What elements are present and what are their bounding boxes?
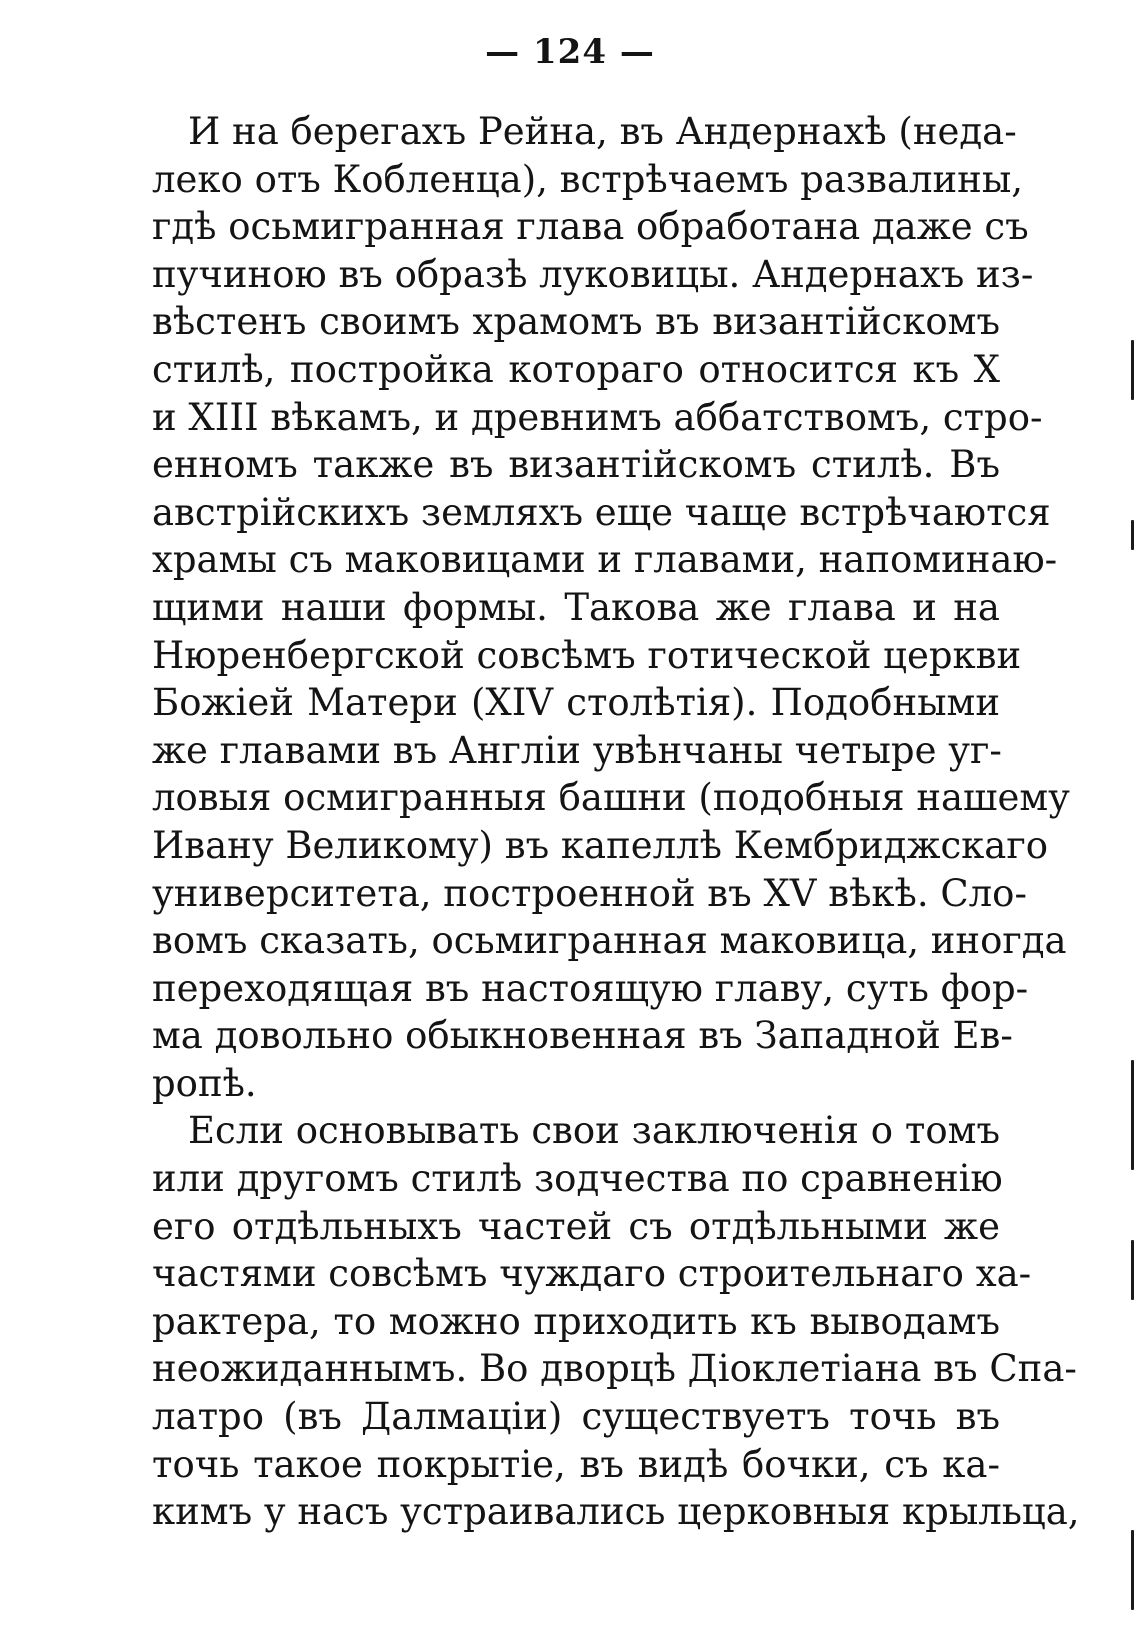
text-line: Ивану Великому) въ капеллѣ Кембриджскаго — [152, 823, 1049, 867]
text-line: храмы съ маковицами и главами, напоминаю- — [152, 538, 1058, 582]
scan-edge-mark — [1131, 1060, 1134, 1170]
text-line: стилѣ, постройка котораго относится къ X — [152, 347, 1000, 391]
scan-edge-mark — [1131, 520, 1134, 550]
body-text — [152, 108, 1080, 1536]
text-line: гдѣ осьмигранная глава обработана даже съ — [152, 205, 1029, 249]
paragraph — [152, 108, 1070, 1107]
text-line: или другомъ стилѣ зодчества по сравненію — [152, 1157, 1003, 1201]
text-line: точь такое покрытіе, въ видѣ бочки, съ ка- — [152, 1442, 1000, 1486]
text-line: латро (въ Далмаціи) существуетъ точь въ — [152, 1395, 1000, 1439]
text-line: его отдѣльныхъ частей съ отдѣльными же — [152, 1204, 1000, 1248]
paragraph — [152, 1107, 1080, 1535]
text-line: и XIII вѣкамъ, и древнимъ аббатствомъ, стро- — [152, 395, 1043, 439]
page-number: — 124 — — [485, 32, 655, 72]
scan-edge-mark — [1131, 1530, 1134, 1610]
text-line: рактера, то можно приходить къ выводамъ — [152, 1299, 1000, 1343]
text-line: вомъ сказать, осьмигранная маковица, иногда — [152, 919, 1067, 963]
text-line: кимъ у насъ устраивались церковныя крыльца, — [152, 1490, 1080, 1534]
text-line: переходящая въ настоящую главу, суть фор- — [152, 966, 1029, 1010]
text-line: австрійскихъ земляхъ еще чаще встрѣчаются — [152, 490, 1051, 534]
text-line: щими наши формы. Такова же глава и на — [152, 585, 1000, 629]
text-line: частями совсѣмъ чуждаго строительнаго ха- — [152, 1252, 1032, 1296]
text-line: енномъ также въ византійскомъ стилѣ. Въ — [152, 443, 1000, 487]
text-line: И на берегахъ Рейна, въ Андернахѣ (неда- — [188, 110, 1017, 153]
text-line: ловыя осмигранныя башни (подобныя нашему — [152, 776, 1070, 820]
text-line: Божіей Матери (XIV столѣтія). Подобными — [152, 681, 1000, 725]
scan-edge-mark — [1131, 1240, 1134, 1300]
text-line: университета, построенной въ XV вѣкѣ. Сло- — [152, 871, 1027, 915]
text-line: пучиною въ образѣ луковицы. Андернахъ из- — [152, 252, 1034, 296]
text-line: Если основывать свои заключенія о томъ — [188, 1109, 1000, 1153]
text-line: ропѣ. — [152, 1061, 257, 1105]
text-line: же главами въ Англіи увѣнчаны четыре уг- — [152, 728, 1002, 772]
text-line: неожиданнымъ. Во дворцѣ Діоклетіана въ Спа- — [152, 1347, 1077, 1391]
scan-edge-mark — [1131, 340, 1134, 400]
text-line: леко отъ Кобленца), встрѣчаемъ развалины, — [152, 157, 1024, 201]
text-line: вѣстенъ своимъ храмомъ въ византійскомъ — [152, 300, 1000, 344]
text-line: Нюренбергской совсѣмъ готической церкви — [152, 633, 1022, 677]
text-line: ма довольно обыкновенная въ Западной Ев- — [152, 1014, 1013, 1058]
